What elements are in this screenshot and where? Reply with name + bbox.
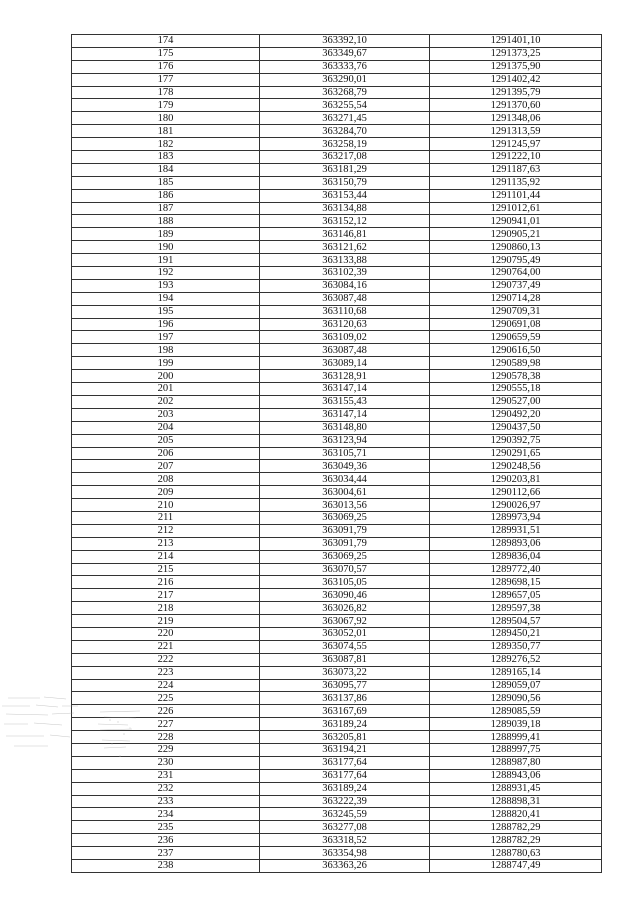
point-number-cell: 180	[72, 112, 260, 125]
table-row	[72, 627, 602, 640]
point-number-cell: 222	[72, 653, 260, 666]
y-coordinate-cell: 1290437,50	[430, 421, 602, 434]
x-coordinate-cell: 363205,81	[260, 731, 430, 744]
x-coordinate-cell: 363091,79	[260, 537, 430, 550]
table-row	[72, 176, 602, 189]
y-coordinate-cell: 1291313,59	[430, 125, 602, 138]
point-number-cell: 176	[72, 60, 260, 73]
x-coordinate-cell: 363109,02	[260, 331, 430, 344]
x-coordinate-cell: 363150,79	[260, 176, 430, 189]
y-coordinate-cell: 1289931,51	[430, 524, 602, 537]
point-number-cell: 221	[72, 640, 260, 653]
y-coordinate-cell: 1291401,10	[430, 35, 602, 48]
y-coordinate-cell: 1288943,06	[430, 769, 602, 782]
table-row	[72, 125, 602, 138]
point-number-cell: 197	[72, 331, 260, 344]
point-number-cell: 187	[72, 202, 260, 215]
table-row	[72, 769, 602, 782]
point-number-cell: 238	[72, 860, 260, 873]
point-number-cell: 174	[72, 35, 260, 48]
table-row	[72, 653, 602, 666]
x-coordinate-cell: 363052,01	[260, 627, 430, 640]
table-row	[72, 357, 602, 370]
y-coordinate-cell: 1290795,49	[430, 254, 602, 267]
x-coordinate-cell: 363110,68	[260, 305, 430, 318]
table-row	[72, 576, 602, 589]
table-row	[72, 486, 602, 499]
y-coordinate-cell: 1290659,59	[430, 331, 602, 344]
table-row	[72, 537, 602, 550]
y-coordinate-cell: 1289772,40	[430, 563, 602, 576]
table-row	[72, 254, 602, 267]
x-coordinate-cell: 363070,57	[260, 563, 430, 576]
x-coordinate-cell: 363147,14	[260, 408, 430, 421]
y-coordinate-cell: 1291402,42	[430, 73, 602, 86]
table-row	[72, 47, 602, 60]
x-coordinate-cell: 363363,26	[260, 860, 430, 873]
point-number-cell: 215	[72, 563, 260, 576]
y-coordinate-cell: 1290578,38	[430, 370, 602, 383]
point-number-cell: 230	[72, 756, 260, 769]
x-coordinate-cell: 363134,88	[260, 202, 430, 215]
table-row	[72, 782, 602, 795]
point-number-cell: 191	[72, 254, 260, 267]
y-coordinate-cell: 1290714,28	[430, 292, 602, 305]
y-coordinate-cell: 1291101,44	[430, 189, 602, 202]
y-coordinate-cell: 1289085,59	[430, 705, 602, 718]
x-coordinate-cell: 363245,59	[260, 808, 430, 821]
table-row	[72, 666, 602, 679]
point-number-cell: 181	[72, 125, 260, 138]
point-number-cell: 235	[72, 821, 260, 834]
table-row	[72, 640, 602, 653]
point-number-cell: 189	[72, 228, 260, 241]
table-row	[72, 808, 602, 821]
table-row	[72, 138, 602, 151]
y-coordinate-cell: 1290248,56	[430, 460, 602, 473]
x-coordinate-cell: 363181,29	[260, 163, 430, 176]
point-number-cell: 210	[72, 499, 260, 512]
coordinates-table-body	[72, 35, 602, 873]
table-row	[72, 241, 602, 254]
table-row	[72, 86, 602, 99]
x-coordinate-cell: 363349,67	[260, 47, 430, 60]
x-coordinate-cell: 363318,52	[260, 834, 430, 847]
x-coordinate-cell: 363013,56	[260, 499, 430, 512]
y-coordinate-cell: 1290026,97	[430, 499, 602, 512]
x-coordinate-cell: 363137,86	[260, 692, 430, 705]
table-row	[72, 847, 602, 860]
x-coordinate-cell: 363069,25	[260, 550, 430, 563]
point-number-cell: 182	[72, 138, 260, 151]
y-coordinate-cell: 1290764,00	[430, 267, 602, 280]
y-coordinate-cell: 1289973,94	[430, 511, 602, 524]
table-row	[72, 267, 602, 280]
point-number-cell: 229	[72, 743, 260, 756]
y-coordinate-cell: 1289657,05	[430, 589, 602, 602]
y-coordinate-cell: 1290527,00	[430, 395, 602, 408]
x-coordinate-cell: 363354,98	[260, 847, 430, 860]
x-coordinate-cell: 363095,77	[260, 679, 430, 692]
x-coordinate-cell: 363004,61	[260, 486, 430, 499]
point-number-cell: 192	[72, 267, 260, 280]
point-number-cell: 200	[72, 370, 260, 383]
y-coordinate-cell: 1290589,98	[430, 357, 602, 370]
x-coordinate-cell: 363189,24	[260, 718, 430, 731]
y-coordinate-cell: 1288820,41	[430, 808, 602, 821]
x-coordinate-cell: 363258,19	[260, 138, 430, 151]
x-coordinate-cell: 363147,14	[260, 383, 430, 396]
x-coordinate-cell: 363105,05	[260, 576, 430, 589]
y-coordinate-cell: 1288780,63	[430, 847, 602, 860]
x-coordinate-cell: 363152,12	[260, 215, 430, 228]
table-row	[72, 408, 602, 421]
x-coordinate-cell: 363255,54	[260, 99, 430, 112]
table-row	[72, 743, 602, 756]
point-number-cell: 206	[72, 447, 260, 460]
x-coordinate-cell: 363073,22	[260, 666, 430, 679]
y-coordinate-cell: 1288898,31	[430, 795, 602, 808]
table-row	[72, 344, 602, 357]
point-number-cell: 175	[72, 47, 260, 60]
point-number-cell: 193	[72, 279, 260, 292]
y-coordinate-cell: 1288782,29	[430, 834, 602, 847]
point-number-cell: 236	[72, 834, 260, 847]
x-coordinate-cell: 363268,79	[260, 86, 430, 99]
point-number-cell: 234	[72, 808, 260, 821]
x-coordinate-cell: 363069,25	[260, 511, 430, 524]
x-coordinate-cell: 363026,82	[260, 602, 430, 615]
y-coordinate-cell: 1289698,15	[430, 576, 602, 589]
y-coordinate-cell: 1289276,52	[430, 653, 602, 666]
x-coordinate-cell: 363120,63	[260, 318, 430, 331]
table-row	[72, 292, 602, 305]
table-row	[72, 447, 602, 460]
table-row	[72, 563, 602, 576]
point-number-cell: 205	[72, 434, 260, 447]
table-row	[72, 228, 602, 241]
y-coordinate-cell: 1291348,06	[430, 112, 602, 125]
x-coordinate-cell: 363105,71	[260, 447, 430, 460]
point-number-cell: 225	[72, 692, 260, 705]
y-coordinate-cell: 1289450,21	[430, 627, 602, 640]
point-number-cell: 224	[72, 679, 260, 692]
x-coordinate-cell: 363090,46	[260, 589, 430, 602]
y-coordinate-cell: 1291187,63	[430, 163, 602, 176]
x-coordinate-cell: 363087,81	[260, 653, 430, 666]
point-number-cell: 201	[72, 383, 260, 396]
table-row	[72, 73, 602, 86]
x-coordinate-cell: 363133,88	[260, 254, 430, 267]
y-coordinate-cell: 1289504,57	[430, 615, 602, 628]
table-row	[72, 383, 602, 396]
point-number-cell: 211	[72, 511, 260, 524]
table-row	[72, 602, 602, 615]
x-coordinate-cell: 363392,10	[260, 35, 430, 48]
coordinates-table	[71, 34, 602, 873]
point-number-cell: 218	[72, 602, 260, 615]
table-row	[72, 370, 602, 383]
margin-stamp-artifact	[0, 684, 150, 774]
point-number-cell: 220	[72, 627, 260, 640]
x-coordinate-cell: 363194,21	[260, 743, 430, 756]
table-row	[72, 202, 602, 215]
point-number-cell: 184	[72, 163, 260, 176]
table-row	[72, 589, 602, 602]
point-number-cell: 203	[72, 408, 260, 421]
point-number-cell: 219	[72, 615, 260, 628]
table-row	[72, 215, 602, 228]
x-coordinate-cell: 363333,76	[260, 60, 430, 73]
x-coordinate-cell: 363222,39	[260, 795, 430, 808]
y-coordinate-cell: 1291373,25	[430, 47, 602, 60]
point-number-cell: 198	[72, 344, 260, 357]
point-number-cell: 232	[72, 782, 260, 795]
point-number-cell: 186	[72, 189, 260, 202]
y-coordinate-cell: 1289597,38	[430, 602, 602, 615]
y-coordinate-cell: 1288999,41	[430, 731, 602, 744]
y-coordinate-cell: 1288997,75	[430, 743, 602, 756]
x-coordinate-cell: 363189,24	[260, 782, 430, 795]
y-coordinate-cell: 1288782,29	[430, 821, 602, 834]
point-number-cell: 214	[72, 550, 260, 563]
x-coordinate-cell: 363284,70	[260, 125, 430, 138]
table-row	[72, 834, 602, 847]
y-coordinate-cell: 1288931,45	[430, 782, 602, 795]
x-coordinate-cell: 363123,94	[260, 434, 430, 447]
table-row	[72, 421, 602, 434]
x-coordinate-cell: 363148,80	[260, 421, 430, 434]
table-row	[72, 473, 602, 486]
point-number-cell: 185	[72, 176, 260, 189]
y-coordinate-cell: 1290905,21	[430, 228, 602, 241]
table-row	[72, 550, 602, 563]
y-coordinate-cell: 1290203,81	[430, 473, 602, 486]
point-number-cell: 188	[72, 215, 260, 228]
x-coordinate-cell: 363074,55	[260, 640, 430, 653]
x-coordinate-cell: 363146,81	[260, 228, 430, 241]
x-coordinate-cell: 363087,48	[260, 344, 430, 357]
y-coordinate-cell: 1291245,97	[430, 138, 602, 151]
point-number-cell: 237	[72, 847, 260, 860]
point-number-cell: 223	[72, 666, 260, 679]
x-coordinate-cell: 363087,48	[260, 292, 430, 305]
table-row	[72, 821, 602, 834]
y-coordinate-cell: 1290291,65	[430, 447, 602, 460]
table-row	[72, 112, 602, 125]
point-number-cell: 202	[72, 395, 260, 408]
table-row	[72, 679, 602, 692]
x-coordinate-cell: 363155,43	[260, 395, 430, 408]
point-number-cell: 204	[72, 421, 260, 434]
x-coordinate-cell: 363121,62	[260, 241, 430, 254]
point-number-cell: 226	[72, 705, 260, 718]
point-number-cell: 212	[72, 524, 260, 537]
y-coordinate-cell: 1290392,75	[430, 434, 602, 447]
y-coordinate-cell: 1291370,60	[430, 99, 602, 112]
table-row	[72, 524, 602, 537]
table-row	[72, 279, 602, 292]
table-row	[72, 35, 602, 48]
point-number-cell: 195	[72, 305, 260, 318]
y-coordinate-cell: 1289059,07	[430, 679, 602, 692]
point-number-cell: 231	[72, 769, 260, 782]
point-number-cell: 190	[72, 241, 260, 254]
point-number-cell: 177	[72, 73, 260, 86]
table-row	[72, 151, 602, 164]
table-row	[72, 860, 602, 873]
y-coordinate-cell: 1289893,06	[430, 537, 602, 550]
point-number-cell: 228	[72, 731, 260, 744]
x-coordinate-cell: 363089,14	[260, 357, 430, 370]
y-coordinate-cell: 1289350,77	[430, 640, 602, 653]
table-row	[72, 692, 602, 705]
point-number-cell: 178	[72, 86, 260, 99]
y-coordinate-cell: 1290616,50	[430, 344, 602, 357]
x-coordinate-cell: 363167,69	[260, 705, 430, 718]
table-row	[72, 511, 602, 524]
table-row	[72, 60, 602, 73]
x-coordinate-cell: 363153,44	[260, 189, 430, 202]
x-coordinate-cell: 363084,16	[260, 279, 430, 292]
table-row	[72, 718, 602, 731]
x-coordinate-cell: 363177,64	[260, 769, 430, 782]
y-coordinate-cell: 1290709,31	[430, 305, 602, 318]
y-coordinate-cell: 1291012,61	[430, 202, 602, 215]
table-row	[72, 705, 602, 718]
point-number-cell: 209	[72, 486, 260, 499]
y-coordinate-cell: 1290112,66	[430, 486, 602, 499]
y-coordinate-cell: 1290941,01	[430, 215, 602, 228]
table-row	[72, 731, 602, 744]
x-coordinate-cell: 363277,08	[260, 821, 430, 834]
y-coordinate-cell: 1290555,18	[430, 383, 602, 396]
table-row	[72, 99, 602, 112]
point-number-cell: 196	[72, 318, 260, 331]
table-row	[72, 499, 602, 512]
y-coordinate-cell: 1289836,04	[430, 550, 602, 563]
table-row	[72, 318, 602, 331]
x-coordinate-cell: 363034,44	[260, 473, 430, 486]
point-number-cell: 183	[72, 151, 260, 164]
table-row	[72, 189, 602, 202]
x-coordinate-cell: 363217,08	[260, 151, 430, 164]
table-row	[72, 615, 602, 628]
x-coordinate-cell: 363102,39	[260, 267, 430, 280]
y-coordinate-cell: 1291375,90	[430, 60, 602, 73]
y-coordinate-cell: 1290737,49	[430, 279, 602, 292]
y-coordinate-cell: 1290860,13	[430, 241, 602, 254]
point-number-cell: 208	[72, 473, 260, 486]
table-row	[72, 460, 602, 473]
x-coordinate-cell: 363049,36	[260, 460, 430, 473]
point-number-cell: 194	[72, 292, 260, 305]
x-coordinate-cell: 363128,91	[260, 370, 430, 383]
y-coordinate-cell: 1291135,92	[430, 176, 602, 189]
x-coordinate-cell: 363271,45	[260, 112, 430, 125]
point-number-cell: 207	[72, 460, 260, 473]
table-row	[72, 756, 602, 769]
point-number-cell: 179	[72, 99, 260, 112]
y-coordinate-cell: 1288987,80	[430, 756, 602, 769]
y-coordinate-cell: 1289165,14	[430, 666, 602, 679]
table-row	[72, 395, 602, 408]
x-coordinate-cell: 363067,92	[260, 615, 430, 628]
point-number-cell: 227	[72, 718, 260, 731]
x-coordinate-cell: 363290,01	[260, 73, 430, 86]
point-number-cell: 216	[72, 576, 260, 589]
y-coordinate-cell: 1289090,56	[430, 692, 602, 705]
table-row	[72, 163, 602, 176]
table-row	[72, 434, 602, 447]
y-coordinate-cell: 1291395,79	[430, 86, 602, 99]
table-row	[72, 795, 602, 808]
point-number-cell: 213	[72, 537, 260, 550]
point-number-cell: 199	[72, 357, 260, 370]
y-coordinate-cell: 1290691,08	[430, 318, 602, 331]
table-row	[72, 331, 602, 344]
y-coordinate-cell: 1288747,49	[430, 860, 602, 873]
y-coordinate-cell: 1289039,18	[430, 718, 602, 731]
x-coordinate-cell: 363091,79	[260, 524, 430, 537]
point-number-cell: 217	[72, 589, 260, 602]
x-coordinate-cell: 363177,64	[260, 756, 430, 769]
y-coordinate-cell: 1290492,20	[430, 408, 602, 421]
table-row	[72, 305, 602, 318]
point-number-cell: 233	[72, 795, 260, 808]
y-coordinate-cell: 1291222,10	[430, 151, 602, 164]
